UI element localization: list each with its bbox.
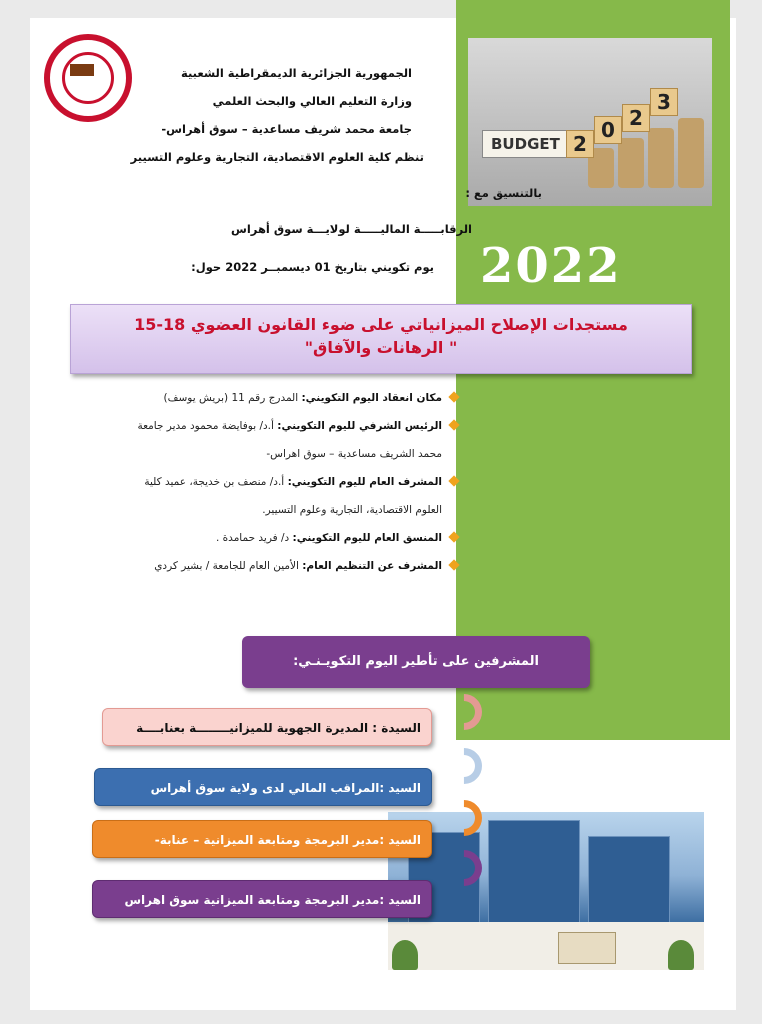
detail-item (88, 412, 442, 468)
detail-value: أ.د/ منصف بن خديجة، عميد كلية (144, 476, 288, 488)
header-line: وزارة التعليم العالي والبحث العلمي (212, 94, 412, 108)
budget-label: BUDGET (482, 130, 569, 158)
detail-label: الرئيس الشرفي لليوم التكويني: (277, 420, 442, 432)
detail-item (88, 384, 442, 412)
header-line: جامعة محمد شريف مساعدية – سوق أهراس- (161, 122, 412, 136)
budget-digit-2: 0 (594, 116, 622, 144)
detail-value: د/ فريد حمامدة . (216, 532, 293, 544)
supervisor-item: السيد :مدير البرمجة ومتابعة الميزانية سوق اهراس (92, 880, 432, 918)
header-line: بالتنسيق مع : (465, 186, 542, 200)
header-line: الجمهورية الجزائرية الديمقراطية الشعبية (180, 66, 412, 80)
detail-value: أ.د/ بوفايضة محمود مدير جامعة (137, 420, 278, 432)
detail-continuation: محمد الشريف مساعدية – سوق اهراس- (266, 448, 442, 460)
supervisor-item: السيدة : المديرة الجهوية للميزانيــــــــة بعنابــــة (102, 708, 432, 746)
detail-value: الأمين العام للجامعة / بشير كردي (154, 560, 303, 572)
ministry-building-image (388, 812, 704, 970)
budget-2023-image (468, 38, 712, 206)
year-heading: 2022 (480, 238, 622, 294)
title-line-1: مستجدات الإصلاح الميزانياتي على ضوء القانون العضوي 18-15 (134, 315, 628, 334)
title-box (70, 304, 692, 374)
budget-digit-3: 2 (622, 104, 650, 132)
detail-continuation: العلوم الاقتصادية، التجارية وعلوم التسيير. (262, 504, 442, 516)
detail-item (88, 552, 442, 580)
budget-digit-1: 2 (566, 130, 594, 158)
detail-label: المشرف العام لليوم التكويني: (287, 476, 442, 488)
supervisor-item: السيد :المراقب المالي لدى ولاية سوق أهراس (94, 768, 432, 806)
detail-item (88, 524, 442, 552)
header-line: تنظم كلية العلوم الاقتصادية، التجارية وعلوم التسيير (130, 150, 424, 164)
university-seal-icon (44, 34, 132, 122)
supervisor-item: السيد :مدير البرمجة ومتابعة الميزانية – عنابة- (92, 820, 432, 858)
detail-label: المنسق العام لليوم التكويني: (292, 532, 442, 544)
supervisors-header: المشرفين على تأطير اليوم التكويـنـي: (242, 636, 590, 688)
detail-item (88, 468, 442, 524)
detail-value: المدرج رقم 11 (بريش يوسف) (163, 392, 302, 404)
header-line: الرقابـــــة الماليـــــة لولايـــة سوق أهراس (230, 222, 472, 236)
header-line: يوم تكويني بتاريخ 01 ديسمبــر 2022 حول: (191, 260, 434, 274)
budget-digit-4: 3 (650, 88, 678, 116)
detail-label: المشرف عن التنظيم العام: (302, 560, 442, 572)
detail-label: مكان انعقاد اليوم التكويني: (301, 392, 442, 404)
title-line-2: " الرهانات والآفاق" (304, 338, 458, 357)
